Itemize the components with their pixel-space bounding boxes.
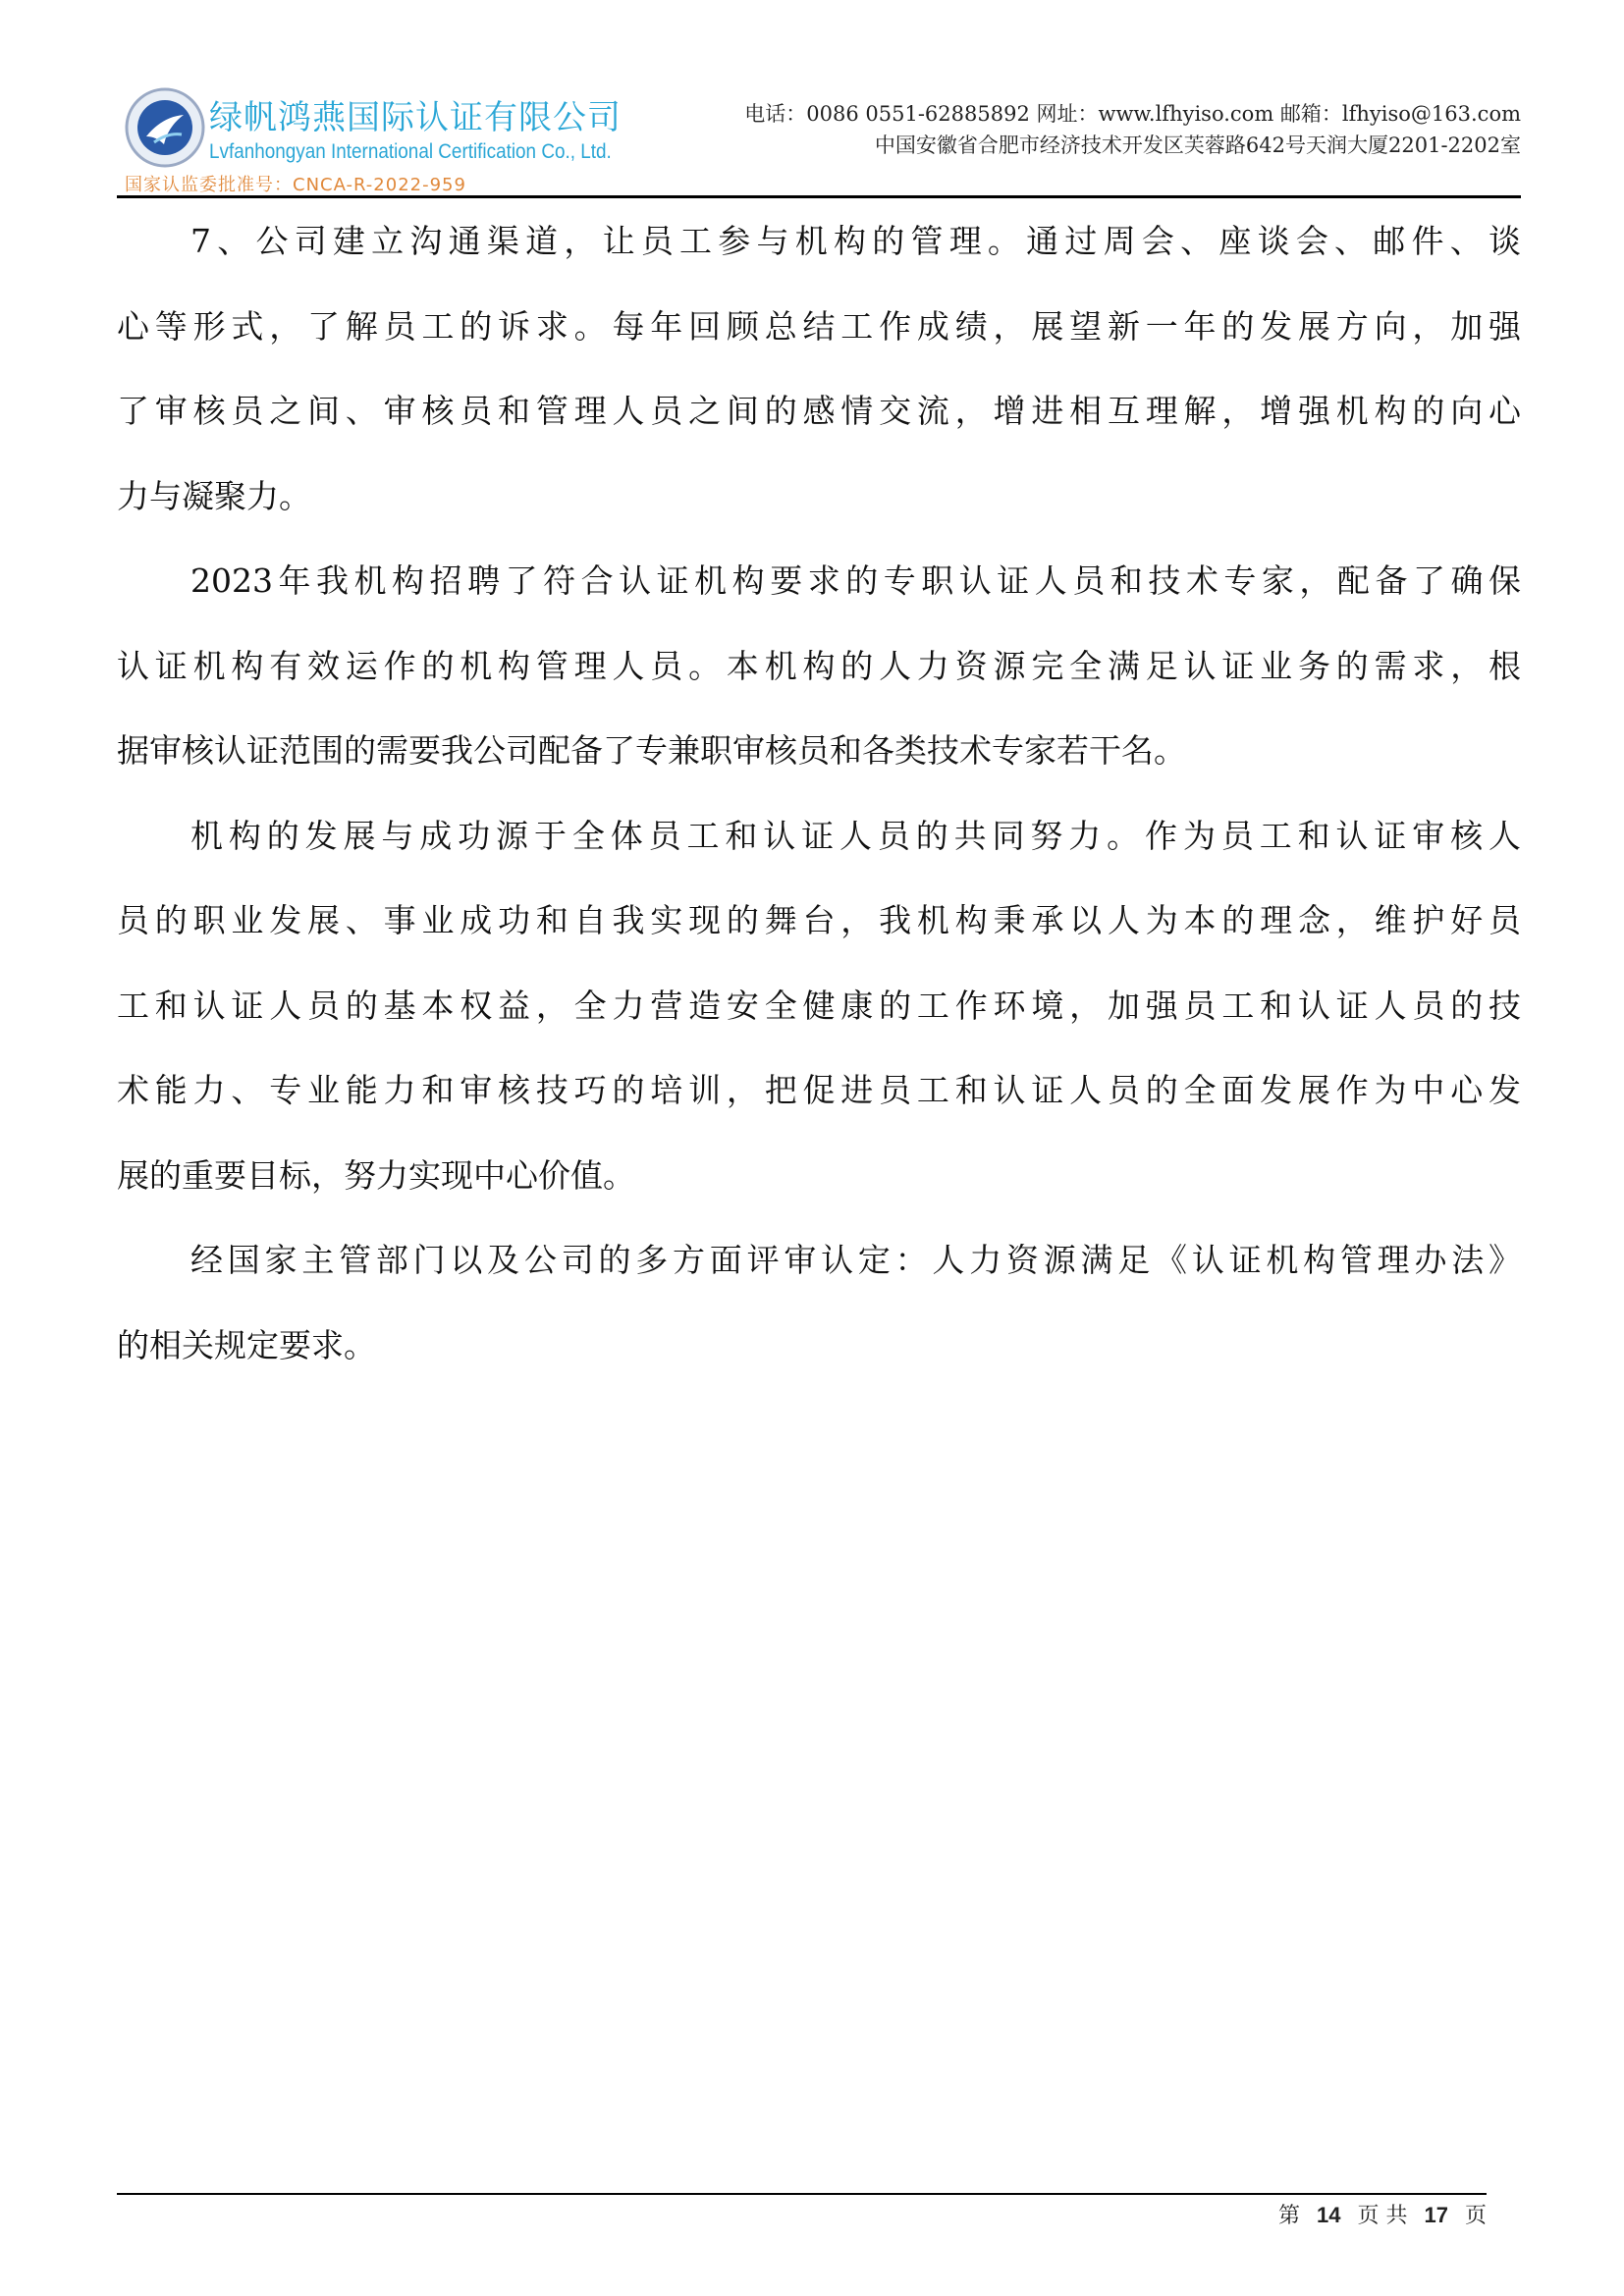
total-pages: 17	[1424, 2203, 1448, 2227]
paragraph	[117, 539, 1521, 794]
paragraph-line: 的相关规定要求。	[117, 1325, 376, 1364]
paragraph-line: 工和认证人员的基本权益，全力营造安全健康的工作环境，加强员工和认证人员的技	[117, 986, 1521, 1025]
company-logo	[125, 87, 205, 168]
paragraph-line: 据审核认证范围的需要我公司配备了专兼职审核员和各类技术专家若干名。	[117, 731, 1186, 770]
footer-rule	[117, 2193, 1487, 2195]
paragraph-line: 7、公司建立沟通渠道，让员工参与机构的管理。通过周会、座谈会、邮件、谈	[190, 222, 1521, 260]
paragraph-line: 展的重要目标，努力实现中心价值。	[117, 1155, 635, 1195]
paragraph-line: 员的职业发展、事业成功和自我实现的舞台，我机构秉承以人为本的理念，维护好员	[117, 901, 1521, 939]
current-page: 14	[1317, 2203, 1341, 2227]
globe-logo-icon	[125, 87, 205, 168]
company-name-cn: 绿帆鸿燕国际认证有限公司	[209, 98, 622, 137]
paragraph	[117, 794, 1521, 1219]
address-line: 中国安徽省合肥市经济技术开发区芙蓉路642号天润大厦2201-2202室	[874, 133, 1521, 157]
approval-number: 国家认监委批准号：CNCA-R-2022-959	[125, 175, 466, 195]
paragraph-line: 术能力、专业能力和审核技巧的培训，把促进员工和认证人员的全面发展作为中心发	[117, 1071, 1521, 1109]
contact-line: 电话：0086 0551-62885892 网址：www.lfhyiso.com 邮箱：lfhyiso@163.com	[744, 102, 1521, 126]
paragraph-line: 机构的发展与成功源于全体员工和认证人员的共同努力。作为员工和认证审核人	[190, 816, 1521, 855]
paragraph-line: 心等形式，了解员工的诉求。每年回顾总结工作成绩，展望新一年的发展方向，加强	[117, 306, 1521, 346]
document-body	[117, 199, 1521, 1388]
page-number	[1269, 2199, 1487, 2229]
page-prefix: 第	[1278, 2204, 1301, 2228]
paragraph-line: 力与凝聚力。	[117, 476, 311, 515]
paragraph	[117, 199, 1521, 539]
company-name-en: Lvfanhongyan International Certification Co., Ltd.	[209, 140, 612, 163]
paragraph	[117, 1218, 1521, 1388]
paragraph-line: 认证机构有效运作的机构管理人员。本机构的人力资源完全满足认证业务的需求，根	[117, 646, 1521, 685]
header-rule	[117, 195, 1521, 198]
page-mid: 页 共	[1357, 2204, 1408, 2228]
paragraph-line: 了审核员之间、审核员和管理人员之间的感情交流，增进相互理解，增强机构的向心	[117, 392, 1521, 430]
page-suffix: 页	[1464, 2204, 1487, 2228]
paragraph-line: 2023年我机构招聘了符合认证机构要求的专职认证人员和技术专家，配备了确保	[190, 561, 1521, 600]
paragraph-line: 经国家主管部门以及公司的多方面评审认定：人力资源满足《认证机构管理办法》	[190, 1241, 1521, 1279]
